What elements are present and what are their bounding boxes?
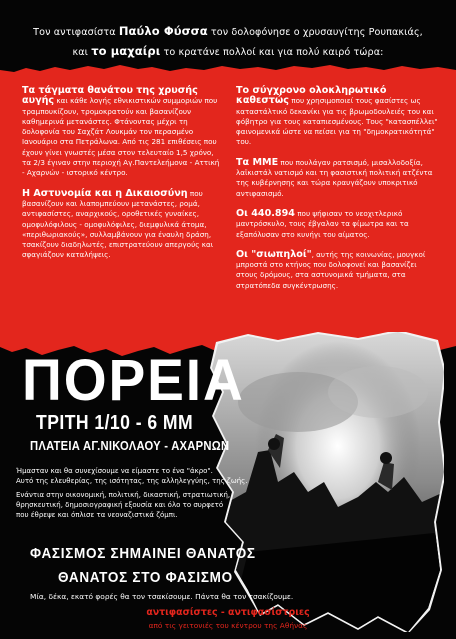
death-squads-heading: Τα τάγματα θανάτου της χρυσής αυγής (22, 85, 198, 107)
header-text-1b: τον δολοφόνησε ο χρυσαυγίτης Ρουπακιάς, (207, 27, 423, 38)
voters-text: που ψήφισαν το νεοχιτλερικό μαντρόσκυλο, τους έβγαλαν τα φίμωτρα και τα εξαπόλυσαν στο κυνήγι του αίματος. (236, 208, 409, 239)
statement-line-5: που έθρεψε και όπλισε τα νεοναζιστικά ζόμπι. (16, 511, 178, 519)
silent-heading: Οι "σιωπηλοί" (236, 248, 312, 260)
event-place: ΠΛΑΤΕΙΑ ΑΓ.ΝΙΚΟΛΑΟΥ - ΑΧΑΡΝΩΝ (30, 438, 230, 453)
header-text-2b: το κρατάνε πολλοί και για πολύ καιρό τώρα: (160, 47, 384, 58)
right-column (236, 86, 440, 291)
signature-title: αντιφασίστες - αντιφασίστριες (146, 607, 310, 618)
signature-subtitle: από τις γειτονιές του κέντρου της Αθήνας (148, 621, 308, 630)
header-text (8, 22, 448, 62)
statement-line-1: Ήμασταν και θα συνεχίσουμε να είμαστε το ένα "άκρο". (16, 467, 213, 475)
police-justice-text: που βασανίζουν και λιαπομπεύουν μετανάστες, ρομά, αντιφασίστες, αναρχικούς, οροθετικές γυναίκες, ομοφυλόφιλους - ομοφυλόφιλες, διεμφυλικά άτομα, «περιθωριακούς», συλλαμβάνουν για έναυλη δράση, τσακίζουν διαδηλωτές, επιστρατεύουν απεργούς και σφαγιάζουν καταλήψεις. (22, 188, 214, 260)
media-text: που πουλάγαν ρατσισμό, μισαλλοδοξία, λαϊκιστάλ νατισμό και τη φασιστική πολιτική ατζέντα της κυβέρνησης και τώρα κραυγάζουν υποκριτικό αντιφασισμό. (236, 157, 433, 198)
regime-text: που χρησιμοποιεί τους φασίστες ως καταστάλτικό δεκανίκι για τις βρωμοδουλειές του και φόβητρο για τους καταπιεσμένους. Τους "κατασπέλλει" φαινομενικά ώστε να πείσει για τη "δημοκρατικότητά" του. (236, 96, 438, 147)
slogan-crush: Μία, δέκα, εκατό φορές θα τον τσακίσουμε. Πάντα θα τον τσακίζουμε. (30, 592, 294, 601)
slogan-fascism-means-death: ΦΑΣΙΣΜΟΣ ΣΗΜΑΙΝΕΙ ΘΑΝΑΤΟΣ (30, 545, 256, 562)
media-heading: Τα ΜΜΕ (236, 156, 279, 168)
header-line-1 (8, 22, 448, 42)
regime-heading: Το σύγχρονο ολοκληρωτικό καθεστώς (236, 85, 387, 107)
statement-line-2: Αυτό της ελευθερίας, της ισότητας, της αλληλεγγύης, της ζωής. (16, 477, 248, 485)
event-date: ΤΡΙΤΗ 1/10 - 6 ΜΜ (36, 412, 194, 434)
left-column (22, 86, 222, 261)
knife-phrase: το μαχαίρι (91, 44, 161, 58)
silent-text: , αυτής της κοινωνίας, μουγκοί μπροστά στο κτήνος που δολοφονεί και βασανίζει στους δρόμους, στα αστυνομικά τμήματα, στα στρατόπεδα συγκέντρωσης. (236, 249, 426, 290)
slogan-death-to-fascism: ΘΑΝΑΤΟΣ ΣΤΟ ΦΑΣΙΣΜΟ (58, 569, 233, 586)
header-line-2 (8, 42, 448, 62)
voters-heading: Οι 440.894 (236, 207, 295, 219)
header-text-1a: Τον αντιφασίστα (33, 27, 119, 38)
police-justice-heading: Η Αστυνομία και η Δικαιοσύνη (22, 187, 188, 199)
header-text-2a: και (72, 47, 92, 58)
victim-name: Παύλο Φύσσα (118, 24, 208, 38)
death-squads-text: και κάθε λογής εθνικιστικών συμμοριών που τραμπουκίζουν, τρομοκρατούν και βασανίζουν καθημερινά μετανάστες. Φτάνοντας μέχρι τη δολοφονία του Σαχζάτ Λουκμάν τον περασμένο Ιανουάριο στα Πετράλωνα. Από τις 281 επιθέσεις που έχουν γίνει γνωστές μέσα στον τελευταίο 1,5 χρόνο, τα 2/3 έγιναν στην περιοχή Αγ.Παντελεήμονα - Αττική - Αχαρνών - ιστορικό κέντρο. (22, 96, 220, 178)
event-title: ΠΟΡΕΙΑ (22, 348, 245, 413)
statement-line-3: Ενάντια στην οικονομική, πολιτική, δικαστική, στρατιωτική, (16, 491, 231, 499)
statement-line-4: θρησκευτική, δημοσιογραφική εξουσία και όλο το συρφετό (16, 501, 224, 509)
